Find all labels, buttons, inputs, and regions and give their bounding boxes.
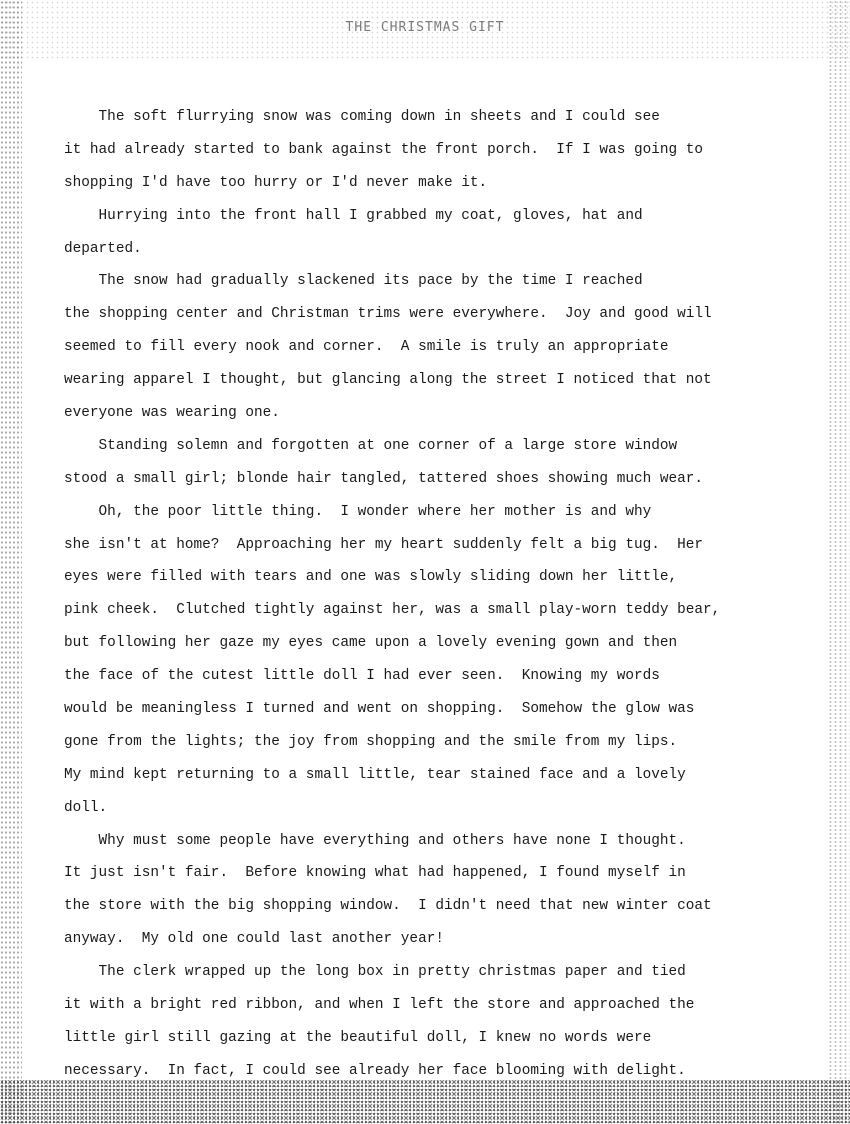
text-line: seemed to fill every nook and corner. A smile is truly an appropriate <box>64 339 669 356</box>
text-line: My mind kept returning to a small little, tear stained face and a lovely <box>64 766 686 783</box>
text-line: shopping I'd have too hurry or I'd never make it. <box>64 174 488 191</box>
scan-noise-left <box>0 0 22 1124</box>
text-line: the store with the big shopping window. I didn't need that new winter coat <box>64 898 712 915</box>
text-line: the face of the cutest little doll I had ever seen. Knowing my words <box>64 668 660 685</box>
text-line: The clerk wrapped up the long box in pretty christmas paper and tied <box>64 964 686 981</box>
text-line: it with a bright red ribbon, and when I left the store and approached the <box>64 997 695 1014</box>
text-line: Hurrying into the front hall I grabbed my coat, gloves, hat and <box>64 207 643 224</box>
text-line: gone from the lights; the joy from shopping and the smile from my lips. <box>64 733 678 750</box>
text-line: The soft flurrying snow was coming down in sheets and I could see <box>64 109 660 125</box>
text-line: anyway. My old one could last another year! <box>64 931 444 948</box>
text-line: but following her gaze my eyes came upon a lovely evening gown and then <box>64 635 678 652</box>
document-title: THE CHRISTMAS GIFT <box>345 20 505 35</box>
scan-noise-bottom <box>0 1080 850 1124</box>
text-line: departed. <box>64 240 142 257</box>
text-line: little girl still gazing at the beautiful doll, I knew no words were <box>64 1029 652 1046</box>
text-line: wearing apparel I thought, but glancing along the street I noticed that not <box>64 372 712 389</box>
scan-noise-right <box>828 0 850 1124</box>
text-line: Why must some people have everything and others have none I thought. <box>64 832 686 849</box>
text-line: pink cheek. Clutched tightly against her, was a small play-worn teddy bear, <box>64 602 721 619</box>
text-line: would be meaningless I turned and went on shopping. Somehow the glow was <box>64 701 695 718</box>
text-line: It just isn't fair. Before knowing what had happened, I found myself in <box>64 865 686 882</box>
text-line: eyes were filled with tears and one was slowly sliding down her little, <box>64 569 678 586</box>
text-line: the shopping center and Christman trims were everywhere. Joy and good will <box>64 306 712 323</box>
text-line: Oh, the poor little thing. I wonder where her mother is and why <box>64 503 652 520</box>
text-line: everyone was wearing one. <box>64 405 280 422</box>
document-body <box>64 101 824 1088</box>
text-line: doll. <box>64 799 108 816</box>
text-line: stood a small girl; blonde hair tangled, tattered shoes showing much wear. <box>64 470 704 487</box>
text-line: The snow had gradually slackened its pace by the time I reached <box>64 273 643 290</box>
text-line: Standing solemn and forgotten at one corner of a large store window <box>64 437 678 454</box>
text-line: it had already started to bank against the front porch. If I was going to <box>64 141 704 158</box>
text-line: necessary. In fact, I could see already her face blooming with delight. <box>64 1062 686 1079</box>
text-line: she isn't at home? Approaching her my heart suddenly felt a big tug. Her <box>64 536 704 553</box>
